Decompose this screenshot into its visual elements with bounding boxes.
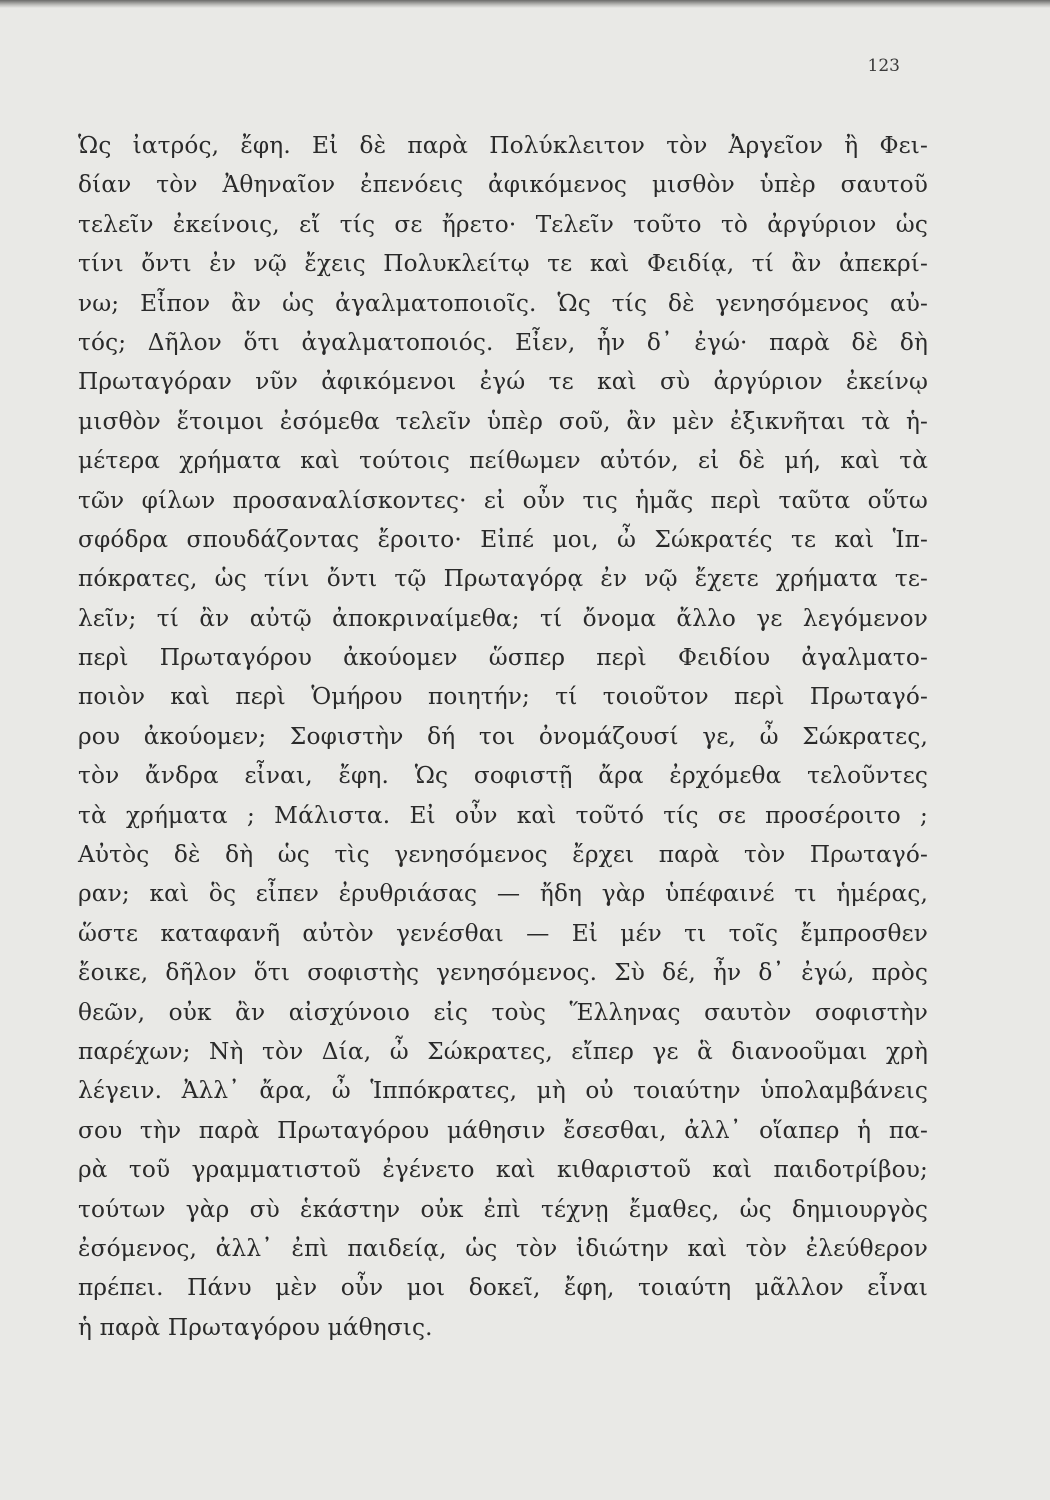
text-line: ρὰ τοῦ γραμματιστοῦ ἐγένετο καὶ κιθαριστοῦ καὶ παιδοτρίβου; xyxy=(78,1156,928,1184)
body-text xyxy=(78,126,928,1347)
text-line: πόκρατες, ὡς τίνι ὄντι τῷ Πρωταγόρᾳ ἐν νῷ ἔχετε χρήματα τε- xyxy=(78,565,928,593)
text-line: μέτερα χρήματα καὶ τούτοις πείθωμεν αὐτόν, εἰ δὲ μή, καὶ τὰ xyxy=(78,447,928,475)
text-line: δίαν τὸν Ἀθηναῖον ἐπενόεις ἀφικόμενος μισθὸν ὑπὲρ σαυτοῦ xyxy=(78,171,928,199)
text-line: ἐσόμενος, ἀλλ᾽ ἐπὶ παιδείᾳ, ὡς τὸν ἰδιώτην καὶ τὸν ἐλεύθερον xyxy=(78,1234,928,1262)
text-line: μισθὸν ἕτοιμοι ἐσόμεθα τελεῖν ὑπὲρ σοῦ, ἂν μὲν ἐξικνῆται τὰ ἡ- xyxy=(78,407,928,435)
text-line: ραν; καὶ ὃς εἶπεν ἐρυθριάσας — ἤδη γὰρ ὑπέφαινέ τι ἡμέρας, xyxy=(78,880,928,908)
text-line: ρου ἀκούομεν; Σοφιστὴν δή τοι ὀνομάζουσί γε, ὦ Σώκρατες, xyxy=(78,722,928,750)
text-line: λεῖν; τί ἂν αὐτῷ ἀποκριναίμεθα; τί ὄνομα ἄλλο γε λεγόμενον xyxy=(78,604,928,632)
text-line: ὥστε καταφανῆ αὐτὸν γενέσθαι — Εἰ μέν τι τοῖς ἔμπροσθεν xyxy=(78,919,928,947)
text-line: τίνι ὄντι ἐν νῷ ἔχεις Πολυκλείτῳ τε καὶ Φειδίᾳ, τί ἂν ἀπεκρί- xyxy=(78,250,928,278)
text-line: ποιὸν καὶ περὶ Ὁμήρου ποιητήν; τί τοιοῦτον περὶ Πρωταγό- xyxy=(78,683,928,711)
text-line: τός; Δῆλον ὅτι ἀγαλματοποιός. Εἶεν, ἦν δ᾽ ἐγώ· παρὰ δὲ δὴ xyxy=(78,328,928,356)
page-number: 123 xyxy=(867,56,900,76)
text-line: περὶ Πρωταγόρου ἀκούομεν ὥσπερ περὶ Φειδίου ἀγαλματο- xyxy=(78,644,928,672)
text-line: πρέπει. Πάνυ μὲν οὖν μοι δοκεῖ, ἔφη, τοιαύτη μᾶλλον εἶναι xyxy=(78,1274,928,1302)
text-line: θεῶν, οὐκ ἂν αἰσχύνοιο εἰς τοὺς Ἕλληνας σαυτὸν σοφιστὴν xyxy=(78,998,928,1026)
text-line: νω; Εἶπον ἂν ὡς ἀγαλματοποιοῖς. Ὡς τίς δὲ γενησόμενος αὐ- xyxy=(78,289,928,317)
text-line: τούτων γὰρ σὺ ἑκάστην οὐκ ἐπὶ τέχνῃ ἔμαθες, ὡς δημιουργὸς xyxy=(78,1195,928,1223)
text-line: λέγειν. Ἀλλ᾽ ἄρα, ὦ Ἱππόκρατες, μὴ οὐ τοιαύτην ὑπολαμβάνεις xyxy=(78,1077,928,1105)
text-line: τὸν ἄνδρα εἶναι, ἔφη. Ὡς σοφιστῇ ἄρα ἐρχόμεθα τελοῦντες xyxy=(78,762,928,790)
text-line: ἔοικε, δῆλον ὅτι σοφιστὴς γενησόμενος. Σὺ δέ, ἦν δ᾽ ἐγώ, πρὸς xyxy=(78,959,928,987)
page-top-edge xyxy=(0,0,1050,8)
text-line: τῶν φίλων προσαναλίσκοντες· εἰ οὖν τις ἡμᾶς περὶ ταῦτα οὕτω xyxy=(78,486,928,514)
text-line: Αὐτὸς δὲ δὴ ὡς τὶς γενησόμενος ἔρχει παρὰ τὸν Πρωταγό- xyxy=(78,841,928,869)
text-line-last: ἡ παρὰ Πρωταγόρου μάθησις. xyxy=(78,1313,433,1341)
text-line: Πρωταγόραν νῦν ἀφικόμενοι ἐγώ τε καὶ σὺ ἀργύριον ἐκείνῳ xyxy=(78,368,928,396)
text-line: σφόδρα σπουδάζοντας ἔροιτο· Εἰπέ μοι, ὦ Σώκρατές τε καὶ Ἱπ- xyxy=(78,525,928,553)
text-line: τὰ χρήματα ; Μάλιστα. Εἰ οὖν καὶ τοῦτό τίς σε προσέροιτο ; xyxy=(78,801,928,829)
text-line: τελεῖν ἐκείνοις, εἴ τίς σε ἤρετο· Τελεῖν τοῦτο τὸ ἀργύριον ὡς xyxy=(78,210,928,238)
text-line: σου τὴν παρὰ Πρωταγόρου μάθησιν ἔσεσθαι, ἀλλ᾽ οἵαπερ ἡ πα- xyxy=(78,1116,928,1144)
text-line: παρέχων; Νὴ τὸν Δία, ὦ Σώκρατες, εἴπερ γε ἃ διανοοῦμαι χρὴ xyxy=(78,1037,928,1065)
text-line: Ὡς ἰατρός, ἔφη. Εἰ δὲ παρὰ Πολύκλειτον τὸν Ἀργεῖον ἢ Φει- xyxy=(78,132,928,159)
